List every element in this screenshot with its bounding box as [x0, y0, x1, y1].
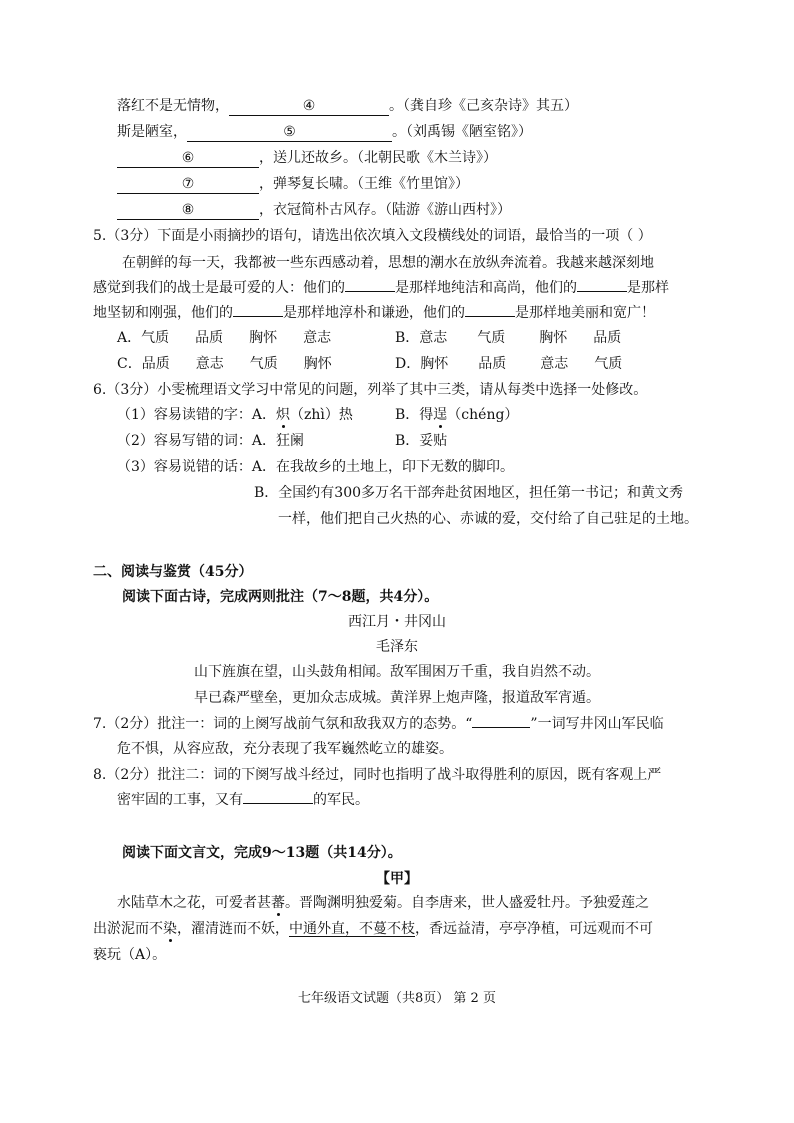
- classical-line-2: 出淤泥而不染，濯清涟而不妖，中通外直，不蔓不枝，香远益清，亭亭净植，可远观而不可: [93, 921, 653, 937]
- q6-row-3-b-line-1: B．全国约有300多万名干部奔赴贫困地区，担任第一书记；和黄文秀: [254, 485, 684, 501]
- q5-passage-line-3: 地坚韧和刚强，他们的 是那样地淳朴和谦逊，他们的 是那样地美丽和宽广！: [93, 305, 655, 321]
- fill-blank-8: ⑧: [117, 201, 259, 220]
- q7-blank: [472, 727, 530, 728]
- q5-blank-4: [465, 316, 515, 317]
- q6-row-2-b: B．妥贴: [395, 433, 448, 449]
- q8-blank: [243, 803, 313, 804]
- poem-fill-line-6: ⑥ ，送儿还故乡。（北朝民歌《木兰诗》）: [117, 148, 497, 168]
- q5-blank-1: [345, 291, 395, 292]
- page-footer: 七年级语文试题（共8页） 第 2 页: [298, 991, 496, 1006]
- q6-row-1: （1）容易读错的字：A．炽（zhì）热 B．得逞（chéng）: [117, 407, 519, 423]
- q5-stem: 5.（3分）下面是小雨摘抄的语句，请选出依次填入文段横线处的词语，最恰当的一项（ ）: [93, 228, 652, 244]
- poem-author: 毛泽东: [376, 639, 418, 655]
- q5-option-a: A．气质 品质 胸怀 意志: [117, 330, 332, 346]
- poem-line-1: 山下旌旗在望，山头鼓角相闻。敌军围困万千重，我自岿然不动。: [194, 664, 600, 680]
- poem-fill-line-7: ⑦ ，弹琴复长啸。（王维《竹里馆》）: [117, 174, 469, 194]
- q5-blank-3: [233, 316, 283, 317]
- q6-row-2: （2）容易写错的词：A．狂阑 B．妥贴: [117, 433, 448, 449]
- poem-fill-line-8: ⑧ ，衣冠简朴古风存。（陆游《游山西村》）: [117, 200, 511, 220]
- q5-option-b: B．意志 气质 胸怀 品质: [395, 330, 622, 346]
- poem-intro: 阅读下面古诗，完成两则批注（7～8题，共4分）。: [122, 589, 439, 605]
- q6-row-1-b: B．得逞（chéng）: [395, 407, 519, 423]
- poem-fill-line-4: 落红不是无情物， ④ 。（龚自珍《己亥杂诗》其五）: [117, 98, 578, 114]
- poem-title: 西江月・井冈山: [348, 614, 446, 630]
- q5-passage-line-1: 在朝鲜的每一天，我都被一些东西感动着，思想的潮水在放纵奔流着。我越来越深刻地: [122, 255, 654, 271]
- q5-option-d: D．胸怀 品质 意志 气质: [395, 356, 623, 372]
- classical-intro: 阅读下面文言文，完成9～13题（共14分）。: [122, 845, 402, 861]
- q5-option-c: C．品质 意志 气质 胸怀: [117, 356, 332, 372]
- fill-blank-7: ⑦: [117, 175, 259, 194]
- q7-line-2: 危不惧，从容应敌，充分表现了我军巍然屹立的雄姿。: [117, 741, 453, 757]
- q5-blank-2: [577, 291, 627, 292]
- q7-line-1: 7.（2分）批注一：词的上阕写战前气氛和敌我双方的态势。“ ”一词写井冈山军民临: [93, 716, 664, 732]
- q6-row-3: （3）容易说错的话：A．在我故乡的土地上，印下无数的脚印。: [117, 459, 515, 475]
- fill-blank-4: ④: [229, 97, 389, 116]
- poem-line-2: 早已森严壁垒，更加众志成城。黄洋界上炮声隆，报道敌军宵遁。: [194, 690, 600, 706]
- q8-line-2: 密牢固的工事，又有 的军民。: [117, 792, 369, 808]
- section-2-heading: 二、阅读与鉴赏（45分）: [93, 564, 253, 580]
- q6-row-3-b-line-2: 一样，他们把自己火热的心、赤诚的爱，交付给了自己驻足的土地。: [278, 511, 698, 527]
- q6-stem: 6.（3分）小雯梳理语文学习中常见的问题，列举了其中三类，请从每类中选择一处修改。: [93, 382, 648, 398]
- jia-label: 【甲】: [376, 871, 418, 887]
- underlined-phrase: 中通外直，不蔓不枝: [289, 921, 415, 937]
- fill-blank-6: ⑥: [117, 149, 259, 168]
- classical-line-3: 亵玩（A）。: [93, 947, 167, 963]
- q5-passage-line-2: 感觉到我们的战士是最可爱的人：他们的 是那样地纯洁和高尚，他们的 是那样: [93, 280, 669, 296]
- poem-fill-line-5: 斯是陋室， ⑤ 。（刘禹锡《陋室铭》）: [117, 124, 532, 140]
- fill-blank-5: ⑤: [187, 123, 392, 142]
- q8-line-1: 8.（2分）批注二：词的下阕写战斗经过，同时也指明了战斗取得胜利的原因，既有客观上严: [93, 767, 662, 783]
- classical-line-1: 水陆草木之花，可爱者甚蕃。晋陶渊明独爱菊。自李唐来，世人盛爱牡丹。予独爱莲之: [117, 895, 649, 911]
